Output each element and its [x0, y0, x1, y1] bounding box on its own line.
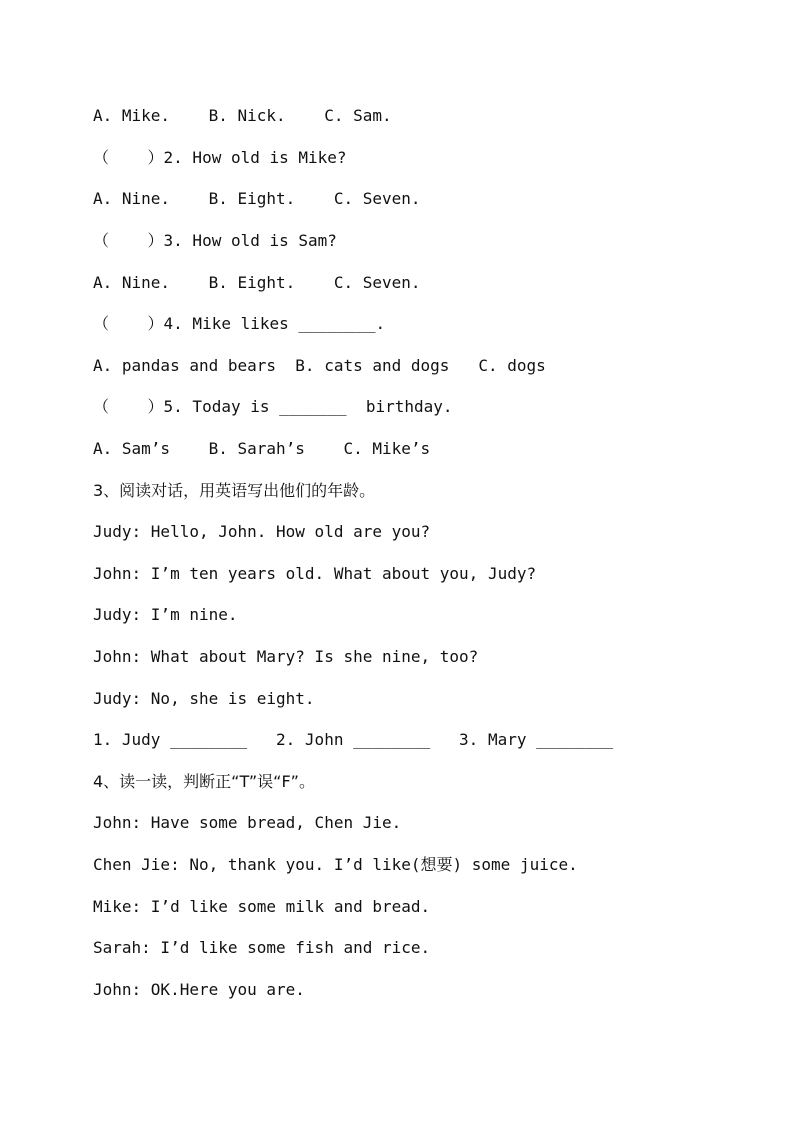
age-answer-blanks: 1. Judy ________ 2. John ________ 3. Mary ________: [93, 730, 614, 749]
section-4-heading: 4、读一读，判断正“T”误“F”。: [93, 772, 315, 791]
question-5: （ ）5. Today is _______ birthday.: [93, 397, 453, 416]
dialogue-line: John: Have some bread, Chen Jie.: [93, 813, 402, 832]
q2-options: A. Nine. B. Eight. C. Seven.: [93, 189, 421, 208]
dialogue-line: Judy: Hello, John. How old are you?: [93, 522, 431, 541]
q5-options: A. Sam’s B. Sarah’s C. Mike’s: [93, 439, 431, 458]
q4-options: A. pandas and bears B. cats and dogs C. dogs: [93, 356, 546, 375]
dialogue-line: Judy: No, she is eight.: [93, 689, 315, 708]
dialogue-line: John: I’m ten years old. What about you, Judy?: [93, 564, 537, 583]
question-2: （ ）2. How old is Mike?: [93, 148, 347, 167]
question-3: （ ）3. How old is Sam?: [93, 231, 337, 250]
dialogue-line: John: What about Mary? Is she nine, too?: [93, 647, 479, 666]
q1-options: A. Mike. B. Nick. C. Sam.: [93, 106, 392, 125]
dialogue-line: Mike: I’d like some milk and bread.: [93, 897, 431, 916]
section-3-heading: 3、阅读对话，用英语写出他们的年龄。: [93, 481, 376, 500]
q3-options: A. Nine. B. Eight. C. Seven.: [93, 273, 421, 292]
dialogue-line: Chen Jie: No, thank you. I’d like(想要) some juice.: [93, 855, 578, 874]
dialogue-line: Judy: I’m nine.: [93, 605, 238, 624]
dialogue-line: Sarah: I’d like some fish and rice.: [93, 938, 431, 957]
question-4: （ ）4. Mike likes ________.: [93, 314, 386, 333]
dialogue-line: John: OK.Here you are.: [93, 980, 305, 999]
